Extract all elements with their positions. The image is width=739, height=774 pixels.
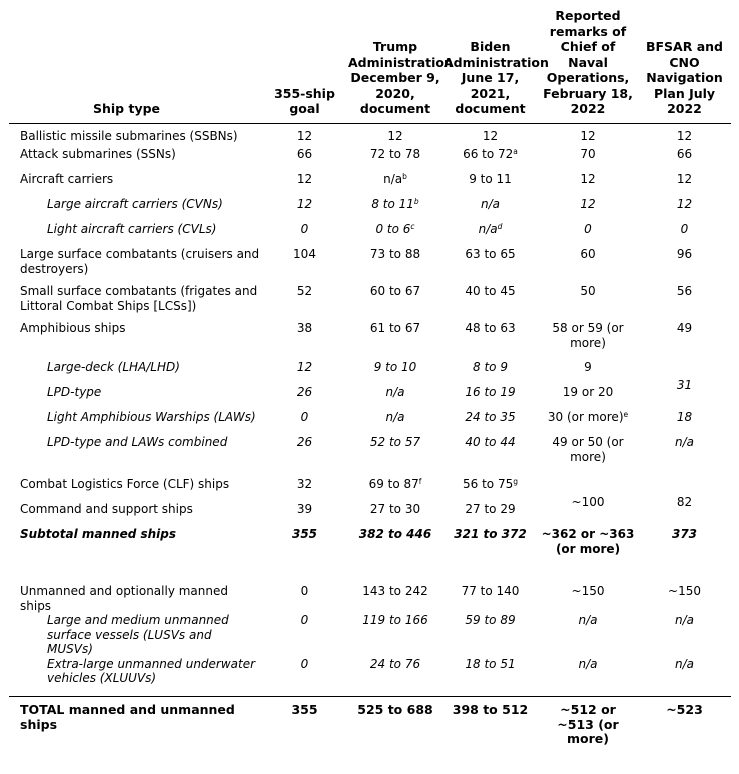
cell-trump: 12 bbox=[387, 128, 403, 143]
cell-bfsar: 96 bbox=[676, 247, 693, 261]
cell-goal: 0 bbox=[300, 584, 309, 598]
table-row bbox=[9, 147, 731, 172]
cell-cno: ~150 bbox=[571, 584, 605, 598]
cell-trump: 61 to 67 bbox=[369, 321, 421, 335]
cell-biden: 40 to 44 bbox=[465, 435, 516, 449]
cell-trump: 73 to 88 bbox=[369, 247, 421, 261]
footnote-mark: f bbox=[418, 477, 422, 486]
cell-trump: 9 to 10 bbox=[373, 360, 417, 374]
cell-trump: 24 to 76 bbox=[369, 656, 421, 671]
cell-goal: 355 bbox=[262, 697, 347, 751]
cell-goal: 12 bbox=[296, 172, 313, 186]
cell-goal: 32 bbox=[296, 477, 313, 491]
cell-trump: 0 to 6$^c$ bbox=[375, 222, 415, 236]
cell-bfsar: 31 bbox=[676, 377, 693, 392]
cell-goal: 0 bbox=[300, 222, 309, 236]
table-row bbox=[9, 657, 731, 697]
cell-biden: 16 to 19 bbox=[465, 385, 516, 399]
header-bfsar: BFSAR and CNO Navigation Plan July 2022 bbox=[638, 8, 731, 123]
cell-goal: 26 bbox=[296, 435, 313, 449]
cell-biden: $n/a^d$ bbox=[478, 222, 503, 236]
table-row bbox=[9, 613, 731, 657]
cell-cno: ~362 or ~363 (or more) bbox=[541, 527, 635, 556]
row-label: Large aircraft carriers (CVNs) bbox=[47, 197, 223, 211]
cell-bfsar: n/a bbox=[674, 613, 694, 627]
cell-cno: ~512 or ~513 (or more) bbox=[538, 697, 638, 751]
row-label: Command and support ships bbox=[20, 502, 193, 516]
cell-bfsar: 56 bbox=[676, 284, 693, 298]
footnote-mark: g bbox=[513, 477, 518, 486]
footnote-mark: d bbox=[497, 222, 503, 231]
footnote-mark: e bbox=[623, 410, 629, 419]
cell-trump: 27 to 30 bbox=[369, 502, 421, 516]
row-label: Large and medium unmanned surface vessels (LUSVs and MUSVs) bbox=[47, 613, 229, 656]
table-row bbox=[9, 435, 731, 477]
cell-cno: 12 bbox=[580, 172, 596, 186]
cell-trump: 69 to 87$^f$ bbox=[368, 477, 422, 491]
table-row bbox=[9, 385, 731, 410]
table-row bbox=[9, 321, 731, 360]
cell-cno: 58 or 59 (or more) bbox=[552, 321, 624, 350]
cell-bfsar: 82 bbox=[676, 494, 693, 509]
cell-goal: 0 bbox=[300, 613, 309, 627]
row-label: Aircraft carriers bbox=[20, 172, 114, 186]
row-label: Unmanned and optionally manned ships bbox=[20, 584, 228, 613]
cell-cno: n/a bbox=[578, 613, 598, 627]
cell-goal: 26 bbox=[296, 385, 313, 399]
cell-cno: 9 bbox=[584, 360, 592, 374]
row-label: LPD-type bbox=[47, 385, 102, 399]
cell-cno: 0 bbox=[584, 222, 592, 236]
cell-biden: 56 to 75$^g$ bbox=[463, 477, 518, 491]
row-label: Small surface combatants (frigates and Littoral Combat Ships [LCSs]) bbox=[20, 284, 258, 313]
cell-biden: 8 to 9 bbox=[473, 360, 508, 374]
cell-goal: 12 bbox=[296, 197, 313, 211]
footnote-mark: b bbox=[402, 172, 407, 181]
table-row bbox=[9, 410, 731, 435]
cell-cno: 60 bbox=[580, 247, 596, 261]
row-label: Extra-large unmanned underwater vehicles (XLUUVs) bbox=[47, 656, 256, 685]
table-row bbox=[9, 247, 731, 284]
cell-biden: n/a bbox=[480, 197, 500, 211]
cell-cno: 70 bbox=[580, 147, 596, 161]
cell-biden: 66 to 72$^a$ bbox=[463, 147, 518, 161]
cell-biden: 48 to 63 bbox=[465, 321, 516, 335]
cell-trump: 8 to 11$^b$ bbox=[371, 197, 419, 211]
cell-biden: 63 to 65 bbox=[465, 247, 516, 261]
table-row bbox=[9, 172, 731, 197]
cell-goal: 0 bbox=[300, 410, 309, 424]
cell-trump: 143 to 242 bbox=[362, 584, 428, 598]
header-cno: Reported remarks of Chief of Naval Operations, February 18, 2022 bbox=[538, 8, 638, 123]
header-ship-type: Ship type bbox=[9, 8, 262, 123]
ship-goals-table bbox=[9, 8, 731, 751]
table-row bbox=[9, 477, 731, 502]
cell-trump: 72 to 78 bbox=[369, 147, 421, 161]
row-label: Ballistic missile submarines (SSBNs) bbox=[20, 128, 238, 143]
row-label: LPD-type and LAWs combined bbox=[47, 435, 228, 449]
cell-bfsar: n/a bbox=[674, 435, 694, 449]
cell-cno: 30 (or more)$^e$ bbox=[547, 410, 629, 424]
table-row bbox=[9, 123, 731, 147]
cell-trump: 52 to 57 bbox=[369, 435, 421, 449]
cell-trump: 525 to 688 bbox=[347, 697, 443, 751]
row-label: Amphibious ships bbox=[20, 321, 126, 335]
cell-biden: 27 to 29 bbox=[465, 502, 516, 516]
row-label: Light aircraft carriers (CVLs) bbox=[47, 222, 217, 236]
cell-goal: 66 bbox=[296, 147, 313, 161]
row-label: Combat Logistics Force (CLF) ships bbox=[20, 477, 230, 491]
cell-goal: 104 bbox=[293, 247, 316, 261]
table-row bbox=[9, 527, 731, 584]
footnote-mark: c bbox=[410, 222, 415, 231]
footnote-mark: a bbox=[513, 147, 518, 156]
cell-goal: 0 bbox=[300, 656, 309, 671]
cell-goal: 39 bbox=[296, 502, 313, 516]
header-biden: Biden Administration June 17, 2021, document bbox=[443, 8, 538, 123]
row-label: TOTAL manned and unmanned ships bbox=[9, 697, 262, 751]
cell-cno: 12 bbox=[580, 197, 596, 211]
row-label: Subtotal manned ships bbox=[20, 527, 177, 541]
cell-goal: 12 bbox=[296, 128, 313, 143]
cell-cno: 19 or 20 bbox=[562, 385, 614, 399]
cell-biden: 12 bbox=[482, 128, 499, 143]
cell-biden: 18 to 51 bbox=[465, 656, 516, 671]
table-row bbox=[9, 360, 731, 385]
cell-bfsar: n/a bbox=[674, 656, 694, 671]
cell-trump: 382 to 446 bbox=[358, 527, 432, 541]
cell-bfsar: 12 bbox=[676, 128, 693, 143]
cell-bfsar: 12 bbox=[676, 197, 693, 211]
cell-bfsar: ~523 bbox=[638, 697, 731, 751]
cell-biden: 40 to 45 bbox=[465, 284, 516, 298]
cell-cno: 50 bbox=[580, 284, 596, 298]
row-label: Large surface combatants (cruisers and destroyers) bbox=[20, 247, 260, 276]
table-row bbox=[9, 584, 731, 613]
cell-goal: 12 bbox=[296, 360, 313, 374]
cell-biden: 321 to 372 bbox=[454, 527, 527, 541]
cell-bfsar: ~150 bbox=[668, 584, 701, 598]
table-row-total bbox=[9, 697, 731, 751]
cell-bfsar: 12 bbox=[676, 172, 693, 186]
cell-biden: 398 to 512 bbox=[443, 697, 538, 751]
cell-cno: 49 or 50 (or more) bbox=[552, 435, 624, 464]
cell-biden: 77 to 140 bbox=[461, 584, 520, 598]
cell-trump: 119 to 166 bbox=[362, 613, 428, 627]
header-row bbox=[9, 8, 731, 123]
cell-biden: 9 to 11 bbox=[469, 172, 512, 186]
cell-goal: 52 bbox=[296, 284, 313, 298]
cell-bfsar: 49 bbox=[676, 321, 693, 335]
cell-trump: n/a bbox=[385, 385, 405, 399]
cell-bfsar: 0 bbox=[680, 222, 689, 236]
cell-cno: ~100 bbox=[571, 494, 605, 509]
table-row bbox=[9, 197, 731, 222]
header-goal: 355-ship goal bbox=[262, 8, 347, 123]
cell-cno: n/a bbox=[578, 656, 598, 671]
row-label: Light Amphibious Warships (LAWs) bbox=[47, 410, 256, 424]
cell-bfsar: 66 bbox=[676, 147, 693, 161]
cell-goal: 355 bbox=[291, 527, 318, 541]
cell-trump: 60 to 67 bbox=[369, 284, 421, 298]
cell-trump: n/a bbox=[385, 410, 405, 424]
cell-bfsar: 373 bbox=[671, 527, 698, 541]
cell-cno: 12 bbox=[580, 128, 596, 143]
table-row bbox=[9, 222, 731, 247]
cell-bfsar: 18 bbox=[676, 410, 693, 424]
row-label: Large-deck (LHA/LHD) bbox=[47, 360, 180, 374]
row-label: Attack submarines (SSNs) bbox=[20, 147, 176, 161]
header-trump: Trump Administration December 9, 2020, document bbox=[347, 8, 443, 123]
footnote-mark: b bbox=[413, 197, 419, 206]
cell-trump: $n/a^b$ bbox=[383, 172, 407, 186]
cell-biden: 59 to 89 bbox=[465, 613, 516, 627]
cell-goal: 38 bbox=[296, 321, 313, 335]
cell-biden: 24 to 35 bbox=[465, 410, 516, 424]
table-row bbox=[9, 284, 731, 321]
